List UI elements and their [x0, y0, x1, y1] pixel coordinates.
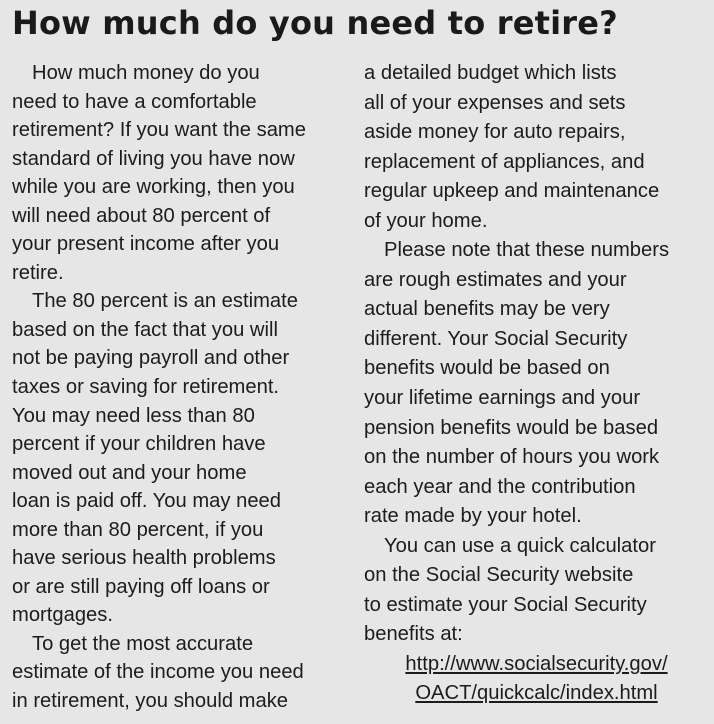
- calculator-link-line-1[interactable]: http://www.socialsecurity.gov/: [405, 652, 668, 675]
- left-column-line: in retirement, you should make: [12, 690, 289, 713]
- right-column-line: your lifetime earnings and your: [364, 387, 641, 410]
- right-column-line: rate made by your hotel.: [364, 505, 582, 528]
- left-column-line: retirement? If you want the same: [12, 119, 306, 142]
- left-column-line: moved out and your home: [12, 461, 247, 484]
- left-column: [12, 59, 352, 716]
- right-column-line: on the number of hours you work: [364, 446, 660, 469]
- right-column-line: pension benefits would be based: [364, 416, 659, 439]
- left-column-line: standard of living you have now: [12, 147, 295, 170]
- right-column-line: Please note that these numbers: [384, 239, 670, 262]
- left-column-line: How much money do you: [32, 62, 260, 84]
- right-column-line: different. Your Social Security: [364, 327, 628, 350]
- left-column-line: loan is paid off. You may need: [12, 490, 282, 513]
- page-title: How much do you need to retire?: [12, 4, 618, 42]
- right-column-line: of your home.: [364, 209, 488, 232]
- right-column-line: are rough estimates and your: [364, 268, 627, 291]
- left-column-line: The 80 percent is an estimate: [32, 290, 298, 313]
- left-column-line: not be paying payroll and other: [12, 347, 290, 370]
- right-column-line: regular upkeep and maintenance: [364, 180, 660, 203]
- right-column-line: benefits would be based on: [364, 357, 610, 380]
- left-column-line: mortgages.: [12, 604, 113, 627]
- right-column-line: on the Social Security website: [364, 564, 634, 587]
- left-column-line: or are still paying off loans or: [12, 575, 270, 598]
- left-column-line: have serious health problems: [12, 547, 276, 570]
- right-column-line: all of your expenses and sets: [364, 91, 626, 114]
- right-column-line: actual benefits may be very: [364, 298, 610, 321]
- right-column-text: [364, 59, 709, 650]
- calculator-link-line-2[interactable]: OACT/quickcalc/index.html: [415, 682, 658, 705]
- right-column: [364, 59, 709, 709]
- left-column-line: need to have a comfortable: [12, 90, 257, 113]
- left-column-line: based on the fact that you will: [12, 318, 278, 341]
- right-column-line: to estimate your Social Security: [364, 593, 647, 616]
- left-column-line: You may need less than 80: [12, 404, 255, 427]
- right-column-line: You can use a quick calculator: [384, 534, 656, 557]
- left-column-line: percent if your children have: [12, 433, 266, 456]
- left-column-line: taxes or saving for retirement.: [12, 376, 280, 399]
- left-column-line: while you are working, then you: [12, 176, 295, 199]
- right-column-line: replacement of appliances, and: [364, 150, 645, 173]
- left-column-line: estimate of the income you need: [12, 661, 304, 684]
- left-column-line: your present income after you: [12, 233, 280, 256]
- right-column-line: benefits at:: [364, 623, 463, 646]
- left-column-line: more than 80 percent, if you: [12, 518, 264, 541]
- right-column-line: a detailed budget which lists: [364, 62, 617, 84]
- left-column-line: will need about 80 percent of: [12, 204, 271, 227]
- left-column-line: To get the most accurate: [32, 632, 254, 655]
- left-column-line: retire.: [12, 261, 64, 284]
- right-column-line: each year and the contribution: [364, 475, 636, 498]
- right-column-line: aside money for auto repairs,: [364, 121, 626, 144]
